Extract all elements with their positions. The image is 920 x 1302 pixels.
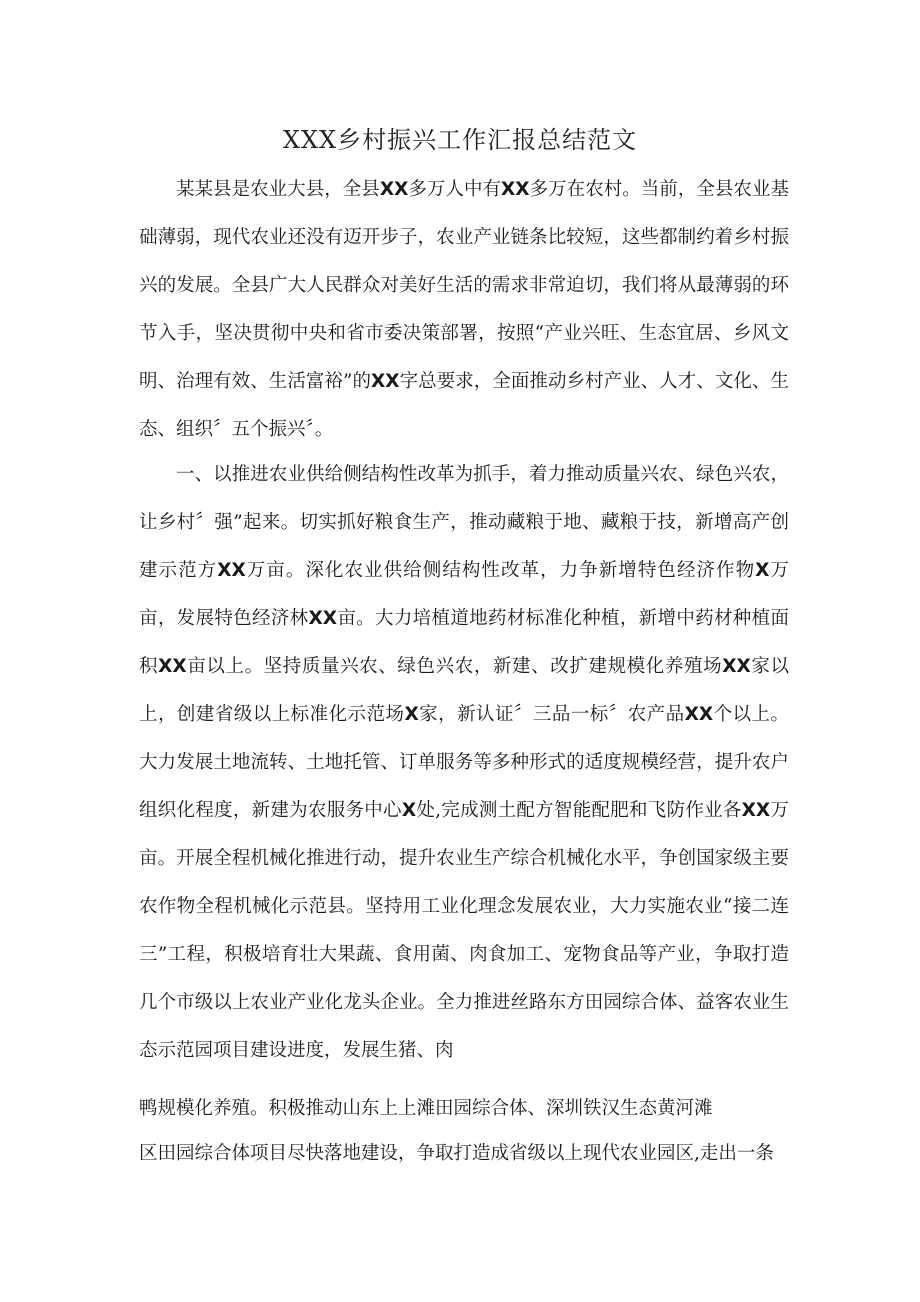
paragraph-section-one: 一、以推进农业供给侧结构性改革为抓手，着力推动质量兴农、绿色兴农，让乡村〞强”起来。切实抓好粮食生产，推动藏粮于地、藏粮于技，新增高产创建示范方XX万亩。深化农业供给侧结构性改革，力争新增特色经济作物X万亩，发展特色经济林XX亩。大力培植道地药材标准化种植，新增中药材种植面积XX亩以上。坚持质量兴农、绿色兴农，新建、改扩建规模化养殖场XX家以上，创建省级以上标准化示范场X家，新认证〞三品一标〞农产品XX个以上。大力发展土地流转、土地托管、订单服务等多种形式的适度规模经营，提升农户组织化程度，新建为农服务中心X处,完成测土配方智能配肥和飞防作业各XX万亩。开展全程机械化推进行动，提升农业生产综合机械化水平，争创国家级主要农作物全程机械化示范县。坚持用工业化理念发展农业，大力实施农业“接二连三”工程，积极培育壮大果蔬、食用菌、肉食加工、宠物食品等产业，争取打造几个市级以上农业产业化龙头企业。全力推进丝路东方田园综合体、益客农业生态示范园项目建设进度，发展生猪、肉	[139, 464, 789, 1061]
paragraph-continuation-line-1: 鸭规模化养殖。积极推动山东上上滩田园综合体、深圳铁汉生态黄河滩	[139, 1098, 713, 1119]
placeholder-value: XX	[684, 704, 714, 725]
placeholder-value: XX	[371, 371, 400, 392]
placeholder-value: X	[404, 704, 419, 725]
paragraph-intro: 某某县是农业大县，全县XX多万人中有XX多万在农村。当前，全县农业基础薄弱，现代农业还没有迈开步子，农业产业链条比较短，这些都制约着乡村振兴的发展。全县广大人民群众对美好生活的需求非常迫切，我们将从最薄弱的环节入手，坚决贯彻中央和省市委决策部署，按照“产业兴旺、生态宜居、乡风文明、治理有效、生活富裕”的XX字总要求，全面推动乡村产业、人才、文化、生态、组织〞五个振兴〞。	[139, 179, 789, 440]
placeholder-value: XX	[308, 608, 338, 629]
placeholder-value: XX	[217, 560, 246, 581]
placeholder-value: XX	[722, 656, 751, 677]
placeholder-value: XX	[741, 800, 771, 821]
placeholder-value: X	[755, 560, 770, 581]
placeholder-value: X	[401, 800, 417, 821]
document-title: XXX乡村振兴工作汇报总结范文	[282, 126, 638, 154]
placeholder-value: XX	[379, 179, 409, 200]
placeholder-value: XX	[501, 179, 530, 200]
paragraph-continuation-line-2: 区田园综合体项目尽快落地建设，争取打造成省级以上现代农业园区,走出一条	[139, 1143, 774, 1164]
placeholder-value: XX	[158, 656, 187, 677]
